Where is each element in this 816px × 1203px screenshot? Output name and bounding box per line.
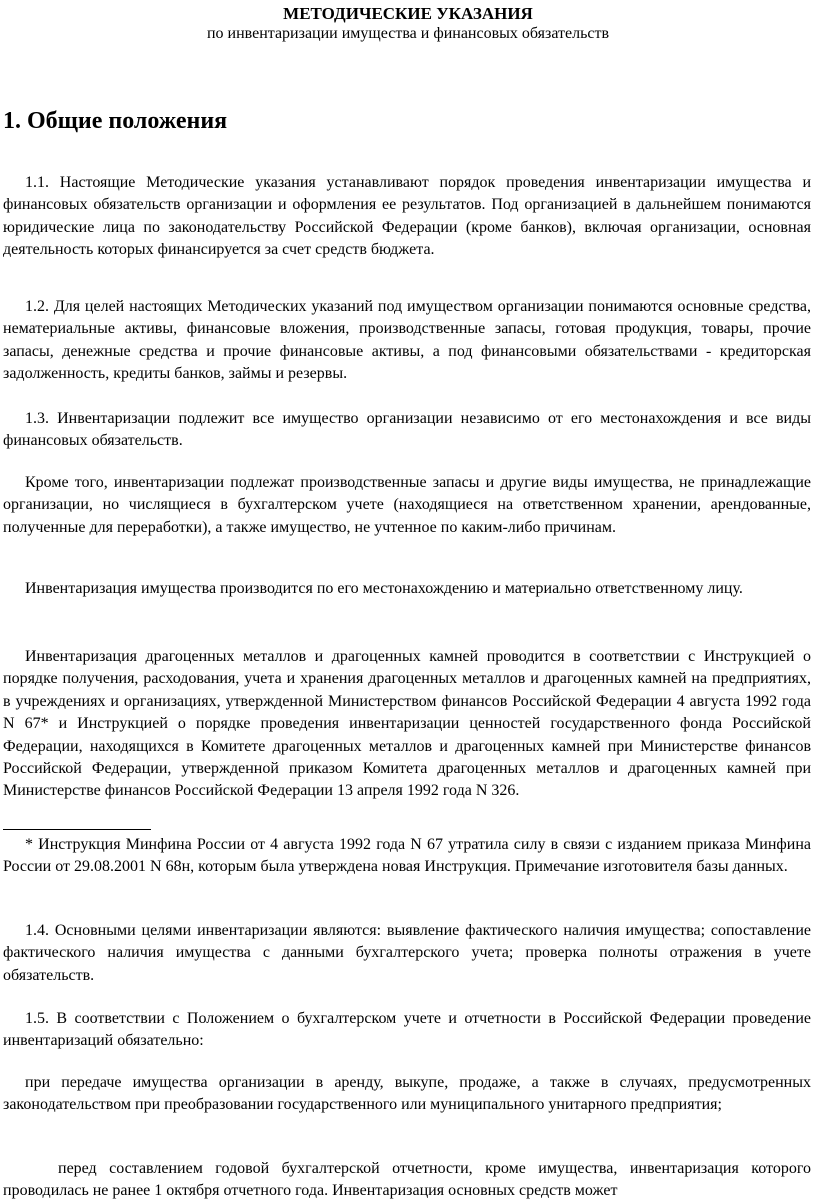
paragraph-additional-property: Кроме того, инвентаризации подлежат производственные запасы и другие виды имущества, не принадлежащие организации, но числящиеся в бухгалтерском учете (находящиеся на ответственном хранении, арендованные, полученные для переработки), а также имущество, не учтенное по каким-либо причинам.: [3, 474, 811, 536]
list-item-lease-transfer: при передаче имущества организации в аренду, выкупе, продаже, а также в случаях, предусмотренных законодательством при преобразовании государственного или муниципального унитарного предприятия;: [3, 1074, 811, 1114]
paragraph-1-1: 1.1. Настоящие Методические указания устанавливают порядок проведения инвентаризации имущества и финансовых обязательств организации и оформления ее результатов. Под организацией в дальнейшем понимаются юридические лица по законодательству Российской Федерации (кроме банков), включая организации, основная деятельность которых финансируется за счет средств бюджета.: [3, 174, 811, 259]
document-subtitle: по инвентаризации имущества и финансовых обязательств: [206, 25, 610, 42]
paragraph-precious-metals: Инвентаризация драгоценных металлов и драгоценных камней проводится в соответствии с Инструкцией о порядке получения, расходования, учета и хранения драгоценных металлов и драгоценных камней на предприятиях, в учреждениях и организациях, утвержденной Министерством финансов Российской Федерации 4 августа 1992 года N 67* и Инструкцией о порядке проведения инвентаризации ценностей государственного фонда Российской Федерации, находящихся в Комитете драгоценных металлов и драгоценных камней при Министерстве финансов Российской Федерации, утвержденной приказом Комитета драгоценных металлов и драгоценных камней при Министерстве финансов Российской Федерации 13 апреля 1992 года N 326.: [3, 648, 811, 800]
paragraph-inventory-location: Инвентаризация имущества производится по его местонахождению и материально ответственному лицу.: [25, 580, 743, 597]
footnote-divider: [3, 829, 151, 830]
paragraph-1-3: 1.3. Инвентаризации подлежит все имущество организации независимо от его местонахождения и все виды финансовых обязательств.: [3, 410, 811, 450]
list-item-annual-reporting: перед составлением годовой бухгалтерской отчетности, кроме имущества, инвентаризация которого проводилась не ранее 1 октября отчетного года. Инвентаризация основных средств может: [3, 1160, 811, 1200]
document-title: МЕТОДИЧЕСКИЕ УКАЗАНИЯ: [283, 4, 533, 23]
paragraph-1-5: 1.5. В соответствии с Положением о бухгалтерском учете и отчетности в Российской Федерации проведение инвентаризаций обязательно:: [3, 1010, 811, 1050]
paragraph-1-4: 1.4. Основными целями инвентаризации являются: выявление фактического наличия имущества; сопоставление фактического наличия имущества с данными бухгалтерского учета; проверка полноты отражения в учете обязательств.: [3, 922, 811, 984]
section-heading: 1. Общие положения: [3, 108, 228, 134]
paragraph-1-2: 1.2. Для целей настоящих Методических указаний под имуществом организации понимаются основные средства, нематериальные активы, финансовые вложения, производственные запасы, готовая продукция, товары, прочие запасы, денежные средства и прочие финансовые активы, а под финансовыми обязательствами - кредиторская задолженность, кредиты банков, займы и резервы.: [3, 298, 811, 383]
footnote: * Инструкция Минфина России от 4 августа 1992 года N 67 утратила силу в связи с изданием приказа Минфина России от 29.08.2001 N 68н, которым была утверждена новая Инструкция. Примечание изготовителя базы данных.: [3, 836, 811, 876]
